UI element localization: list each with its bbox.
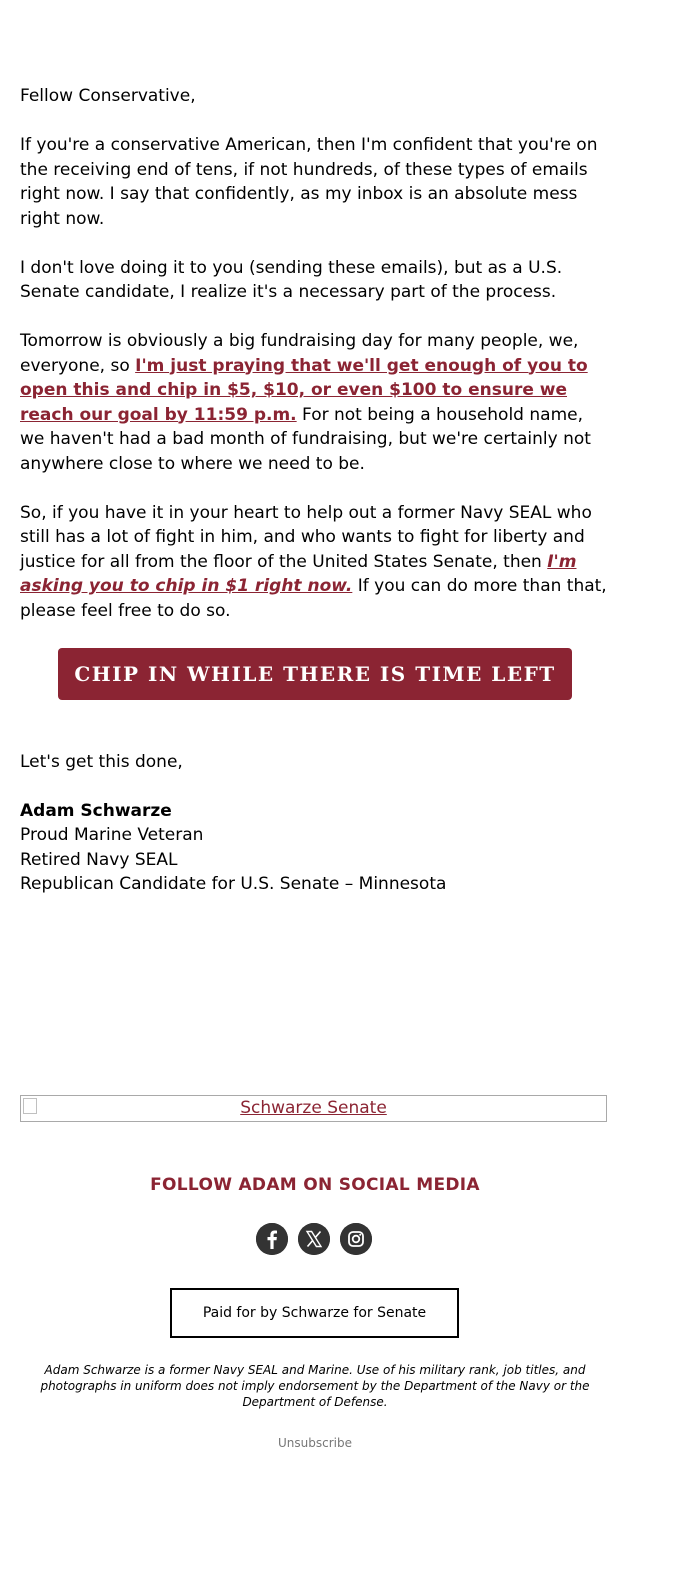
paragraph-4-intro: So, if you have it in your heart to help out a former Navy SEAL who still has a lot of fight in him, and who wants to fight for liberty and justice for all from the floor of the United States Senate, then [20, 502, 592, 572]
signature-title-seal: Retired Navy SEAL [20, 849, 178, 870]
cta-container [20, 648, 610, 700]
legal-disclaimer: Adam Schwarze is a former Navy SEAL and Marine. Use of his military rank, job titles, and photographs in uniform does not imply endorsement by the Department of the Navy or the Department of Defense. [40, 1363, 590, 1409]
paragraph-1: If you're a conservative American, then I'm confident that you're on the receiving end of tens, if not hundreds, of these types of emails right now. I say that confidently, as my inbox is an absolute mess right now. [20, 135, 598, 229]
donate-link-one-dollar[interactable]: I'm asking you to chip in $1 right now. [20, 551, 577, 596]
paragraph-4 [20, 501, 610, 624]
x-icon[interactable] [298, 1223, 330, 1255]
paragraph-2: I don't love doing it to you (sending these emails), but as a U.S. Senate candidate, I realize it's a necessary part of the process. [20, 257, 563, 302]
paragraph-3 [20, 329, 610, 476]
schwarze-senate-banner[interactable] [20, 1095, 607, 1122]
paragraph-3-intro: Tomorrow is obviously a big fundraising day for many people, we, everyone, so [20, 331, 579, 376]
broken-image-icon [23, 1098, 37, 1114]
paid-for-disclaimer: Paid for by Schwarze for Senate [170, 1288, 459, 1338]
signature [20, 799, 610, 897]
email-body [20, 0, 610, 897]
greeting: Fellow Conservative, [20, 86, 196, 106]
signature-name: Adam Schwarze [20, 800, 172, 821]
banner-alt-text: Schwarze Senate [240, 1098, 387, 1118]
chip-in-button[interactable]: CHIP IN WHILE THERE IS TIME LEFT [58, 648, 571, 700]
signature-title-candidate: Republican Candidate for U.S. Senate – Minnesota [20, 874, 447, 894]
paragraph-3-outro: For not being a household name, we haven't had a bad month of fundraising, but we're certainly not anywhere close to where we need to be. [20, 404, 591, 474]
instagram-icon[interactable] [340, 1223, 372, 1255]
signature-title-marine: Proud Marine Veteran [20, 825, 204, 845]
facebook-icon[interactable] [256, 1223, 288, 1255]
unsubscribe-link[interactable]: Unsubscribe [278, 1436, 352, 1450]
social-links [256, 1223, 372, 1255]
follow-heading: FOLLOW ADAM ON SOCIAL MEDIA [150, 1175, 480, 1195]
donate-link-goal[interactable]: I'm just praying that we'll get enough of you to open this and chip in $5, $10, or even $100 to ensure we reach our goal by 11:59 p.m. [20, 355, 588, 425]
paragraph-4-outro: If you can do more than that, please feel free to do so. [20, 576, 607, 621]
sign-off: Let's get this done, [20, 751, 183, 772]
